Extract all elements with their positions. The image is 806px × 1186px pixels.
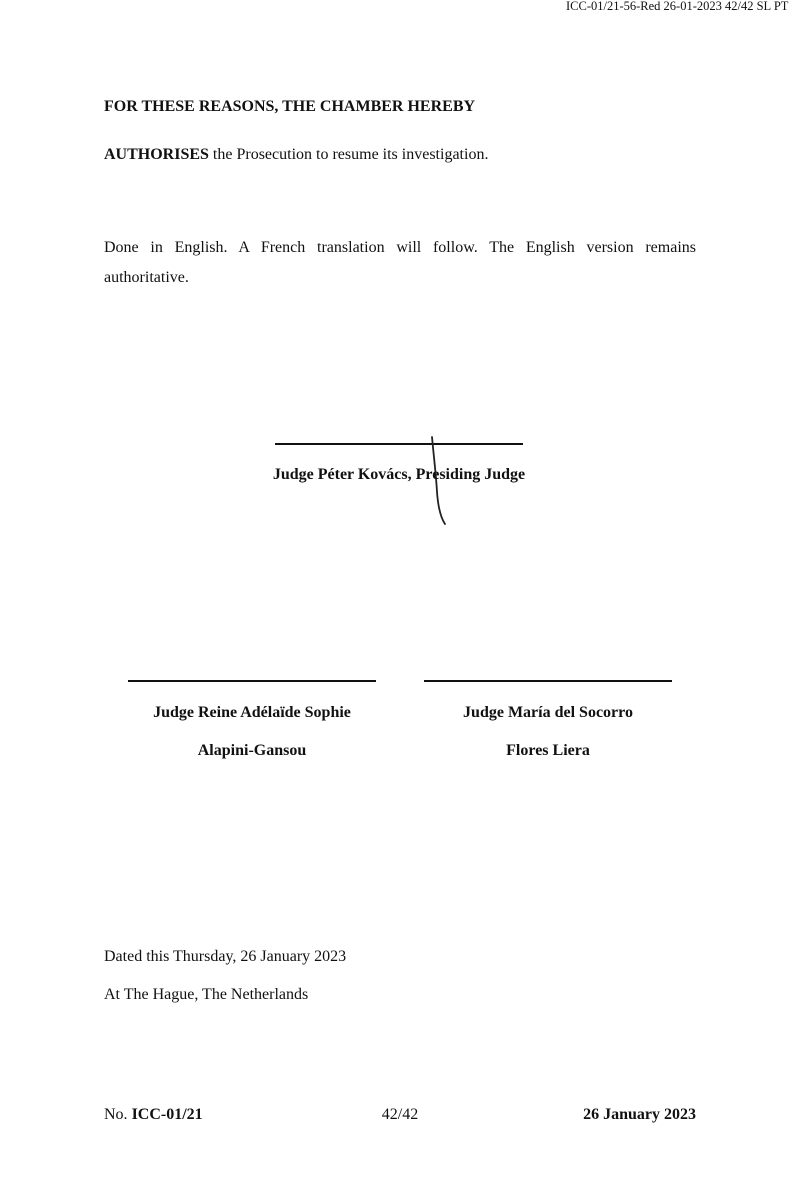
left-judge-name-line1: Judge Reine Adélaïde Sophie	[153, 704, 351, 721]
authorises-text: the Prosecution to resume its investigation.	[208, 146, 489, 163]
right-signature-line	[424, 680, 672, 682]
footer-case-id: ICC-01/21	[131, 1106, 203, 1123]
footer-case-number	[104, 1106, 203, 1124]
left-signature-line	[128, 680, 376, 682]
presiding-signature-line	[275, 443, 523, 445]
closing-block	[104, 938, 346, 1014]
right-judge-name	[398, 694, 698, 770]
footer-no-prefix: No.	[104, 1106, 132, 1123]
place-line: At The Hague, The Netherlands	[104, 986, 309, 1003]
footer-date: 26 January 2023	[583, 1106, 696, 1123]
right-judge-name-line1: Judge María del Socorro	[463, 704, 633, 721]
left-judge-name-line2: Alapini-Gansou	[197, 742, 307, 759]
authorises-paragraph	[104, 140, 488, 170]
presiding-judge-name: Judge Péter Kovács, Presiding Judge	[272, 466, 526, 483]
operative-heading: FOR THESE REASONS, THE CHAMBER HEREBY	[104, 98, 476, 115]
authorises-keyword: AUTHORISES	[104, 146, 209, 163]
dated-line: Dated this Thursday, 26 January 2023	[104, 948, 347, 965]
footer-page-number: 42/42	[381, 1106, 419, 1123]
left-judge-name	[102, 694, 402, 770]
document-header-id: ICC-01/21-56-Red 26-01-2023 42/42 SL PT	[566, 0, 789, 13]
right-judge-name-line2: Flores Liera	[506, 742, 590, 759]
language-note-paragraph: Done in English. A French translation will follow. The English version remains authoritative.	[104, 239, 696, 286]
